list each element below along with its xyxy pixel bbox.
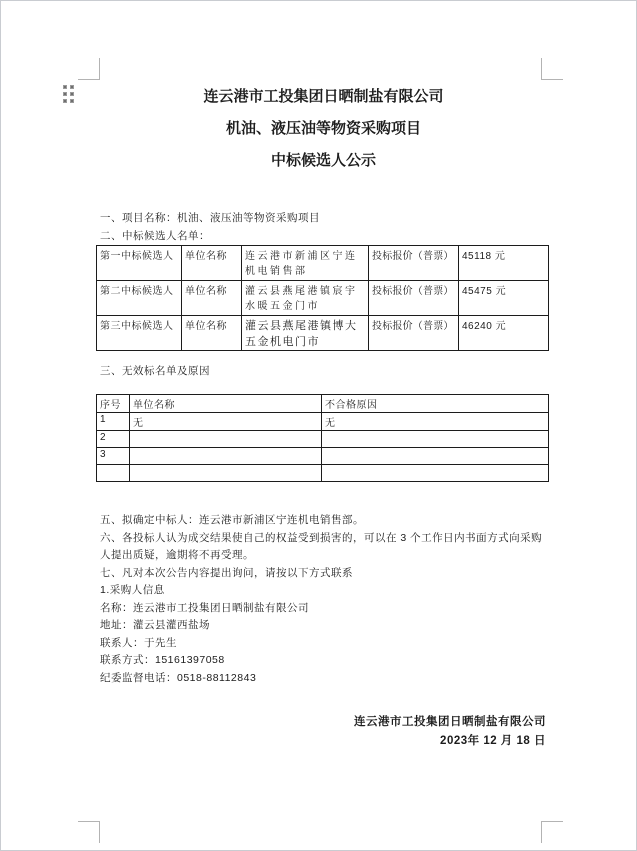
candidate-row-2 xyxy=(97,281,549,316)
row-index: 1 xyxy=(97,413,130,431)
unit-name-label: 单位名称 xyxy=(182,316,242,351)
unit-name-value: 灌云县燕尾港镇宸宇水暖五金门市 xyxy=(242,281,369,316)
unit-name-label: 单位名称 xyxy=(182,281,242,316)
document-title-project: 机油、液压油等物资采购项目 xyxy=(225,120,421,137)
bid-price-label: 投标报价（普票） xyxy=(369,316,459,351)
signature-block xyxy=(99,713,546,751)
unit-name-value: 连云港市新浦区宁连机电销售部 xyxy=(242,246,369,281)
unit-name-label: 单位名称 xyxy=(182,246,242,281)
document-title-company: 连云港市工投集团日晒制盐有限公司 xyxy=(203,88,444,105)
title-block xyxy=(99,81,548,177)
row-unit-name: 无 xyxy=(130,413,322,431)
invalid-table-header-row xyxy=(97,395,549,413)
row-index: 3 xyxy=(97,448,130,465)
candidates-table xyxy=(96,245,549,351)
candidate-rank: 第一中标候选人 xyxy=(97,246,182,281)
purchaser-info-heading: 1.采购人信息 xyxy=(100,584,165,596)
item-project-name: 一、项目名称：机油、液压油等物资采购项目 xyxy=(100,212,320,224)
invalid-row-1 xyxy=(97,413,549,431)
drag-handle-dots-icon[interactable] xyxy=(63,85,74,103)
purchaser-contact-phone: 联系方式：15161397058 xyxy=(100,654,225,666)
bid-price-value: 46240 元 xyxy=(459,316,549,351)
row-index: 2 xyxy=(97,431,130,448)
invalid-row-3 xyxy=(97,448,549,465)
purchaser-supervision-phone: 纪委监督电话：0518-88112843 xyxy=(100,671,257,684)
invalid-bids-table xyxy=(96,394,549,482)
crop-mark-bottom-right-icon xyxy=(541,821,563,843)
crop-mark-top-right-icon xyxy=(541,58,563,80)
purchaser-address: 地址：灌云县灌西盐场 xyxy=(100,619,210,631)
row-unit-name xyxy=(130,431,322,448)
purchaser-contact-person: 联系人：于先生 xyxy=(100,636,177,649)
signature-date: 2023年 12 月 18 日 xyxy=(440,735,546,747)
bid-price-value: 45475 元 xyxy=(459,281,549,316)
invalid-row-2 xyxy=(97,431,549,448)
row-unit-name xyxy=(130,448,322,465)
invalid-bids-heading: 三、无效标名单及原因 xyxy=(100,365,210,377)
section-intro xyxy=(100,210,550,245)
candidate-row-1 xyxy=(97,246,549,281)
row-unit-name xyxy=(130,465,322,482)
document-title-announcement: 中标候选人公示 xyxy=(270,152,376,169)
col-header-unit-name: 单位名称 xyxy=(130,395,322,413)
crop-mark-bottom-left-icon xyxy=(78,821,100,843)
item-objection-line1: 六、各投标人认为成交结果使自己的权益受到损害的，可以在 3 个工作日内书面方式向采购 xyxy=(100,531,543,544)
bid-price-label: 投标报价（普票） xyxy=(369,246,459,281)
crop-mark-top-left-icon xyxy=(78,58,100,80)
item-candidate-list-heading: 二、中标候选人名单： xyxy=(100,229,210,242)
invalid-row-4 xyxy=(97,465,549,482)
bid-price-label: 投标报价（普票） xyxy=(369,281,459,316)
bid-price-value: 45118 元 xyxy=(459,246,549,281)
row-reason xyxy=(322,448,549,465)
signature-company: 连云港市工投集团日晒制盐有限公司 xyxy=(354,716,546,728)
row-reason xyxy=(322,465,549,482)
item-objection-line2: 人提出质疑，逾期将不再受理。 xyxy=(100,549,254,561)
row-reason xyxy=(322,431,549,448)
item-proposed-winner: 五、拟确定中标人：连云港市新浦区宁连机电销售部。 xyxy=(100,514,364,526)
candidate-rank: 第三中标候选人 xyxy=(97,316,182,351)
candidate-row-3 xyxy=(97,316,549,351)
purchaser-name: 名称：连云港市工投集团日晒制盐有限公司 xyxy=(100,601,309,614)
item-contact-instruction: 七、凡对本次公告内容提出询问，请按以下方式联系 xyxy=(100,566,353,579)
col-header-index: 序号 xyxy=(97,395,130,413)
candidate-rank: 第二中标候选人 xyxy=(97,281,182,316)
row-reason: 无 xyxy=(322,413,549,431)
row-index xyxy=(97,465,130,482)
section-details xyxy=(100,512,550,687)
col-header-reason: 不合格原因 xyxy=(322,395,549,413)
unit-name-value: 灌云县燕尾港镇博大五金机电门市 xyxy=(242,316,369,351)
